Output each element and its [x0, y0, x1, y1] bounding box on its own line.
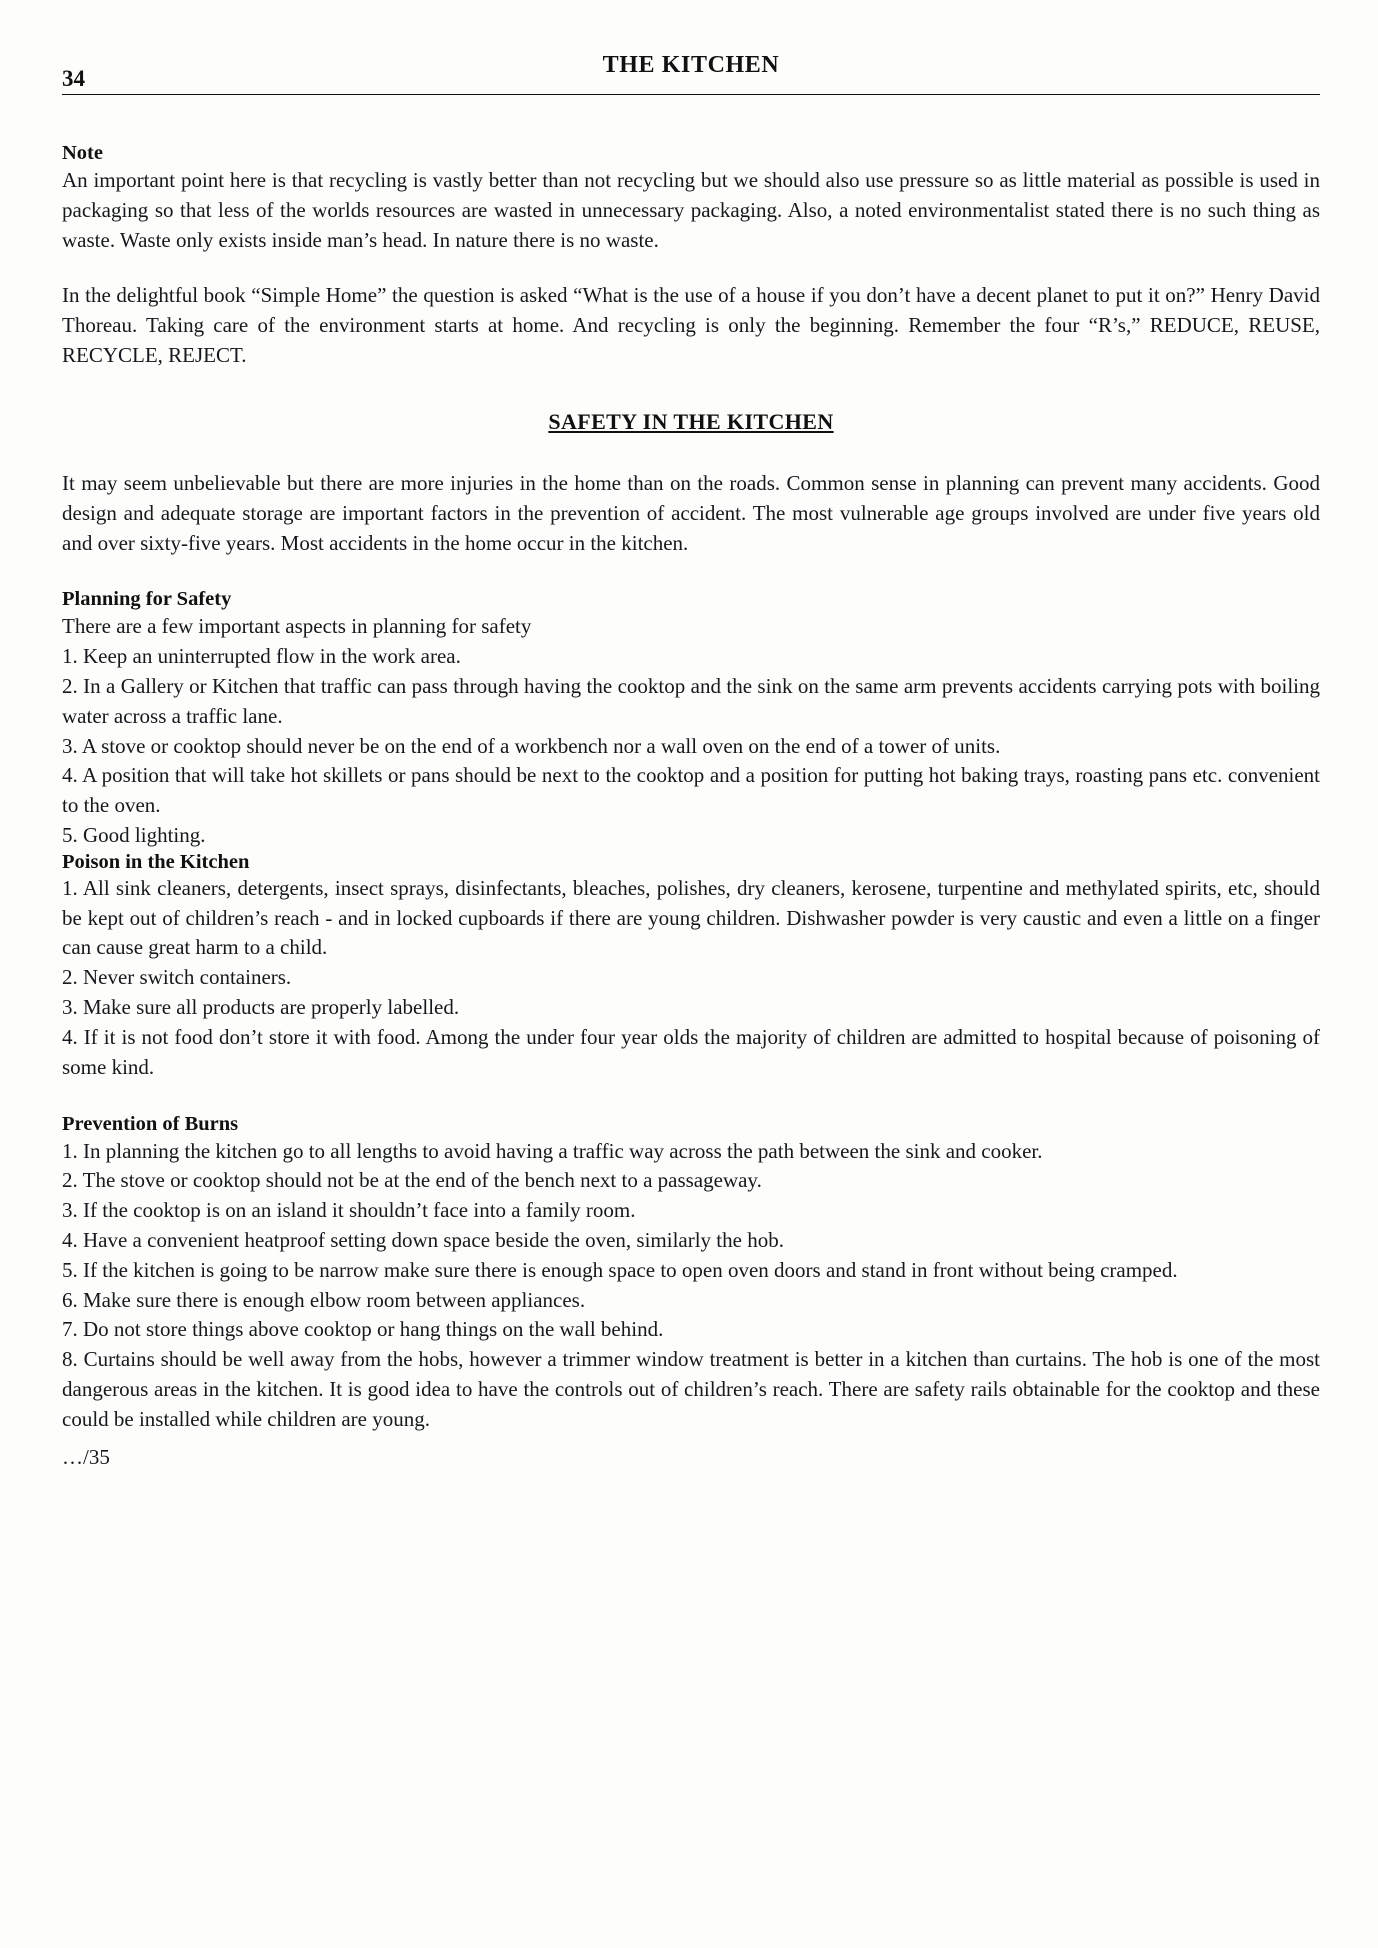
list-item: 4. Have a convenient heatproof setting down space beside the oven, similarly the hob. — [62, 1227, 784, 1252]
planning-section — [62, 588, 1320, 851]
list-item: 3. If the cooktop is on an island it shouldn’t face into a family room. — [62, 1198, 636, 1223]
list-item: 2. The stove or cooktop should not be at the end of the bench next to a passageway. — [62, 1168, 762, 1193]
list-item: 2. Never switch containers. — [62, 965, 292, 990]
page-continuation-marker: …/35 — [62, 1444, 110, 1469]
list-item: 6. Make sure there is enough elbow room between appliances. — [62, 1287, 586, 1312]
list-item: 7. Do not store things above cooktop or hang things on the wall behind. — [62, 1317, 664, 1342]
list-item: 4. A position that will take hot skillets or pans should be next to the cooktop and a position for putting hot baking trays, roasting pans etc. convenient to the oven. — [62, 763, 1320, 818]
page-number: 34 — [62, 66, 85, 91]
safety-intro-paragraph: It may seem unbelievable but there are more injuries in the home than on the roads. Common sense in planning can prevent many accidents. Good design and adequate storage are important factors in the prevention of accident. The most vulnerable age groups involved are under five years old and over sixty-five years. Most accidents in the home occur in the kitchen. — [62, 470, 1320, 555]
list-item: 1. In planning the kitchen go to all lengths to avoid having a traffic way across the path between the sink and cooker. — [62, 1138, 1043, 1163]
document-body — [62, 142, 1320, 1470]
list-item: 5. Good lighting. — [62, 823, 206, 847]
burns-heading: Prevention of Burns — [62, 1112, 239, 1135]
note-section — [62, 142, 1320, 371]
poison-section — [62, 851, 1320, 1083]
note-heading: Note — [62, 142, 103, 164]
section-title-safety: SAFETY IN THE KITCHEN — [548, 408, 834, 434]
header-divider — [62, 94, 1320, 95]
list-item: 5. If the kitchen is going to be narrow make sure there is enough space to open oven doors and stand in front without being cramped. — [62, 1257, 1178, 1282]
poison-heading: Poison in the Kitchen — [62, 850, 250, 873]
planning-list — [62, 642, 1320, 851]
note-paragraph-1: An important point here is that recycling is vastly better than not recycling but we should also use pressure so as little material as possible is used in packaging so that less of the worlds resources are wasted in unnecessary packaging. Also, a noted environmentalist stated there is no such thing as waste. Waste only exists inside man’s head. In nature there is no waste. — [62, 168, 1320, 252]
list-item: 3. A stove or cooktop should never be on the end of a workbench nor a wall oven on the end of a tower of units. — [62, 733, 1001, 758]
note-paragraph-2: In the delightful book “Simple Home” the question is asked “What is the use of a house if you don’t have a decent planet to put it on?” Henry David Thoreau. Taking care of the environment starts at home. And recycling is only the beginning. Remember the four “R’s,” REDUCE, REUSE, RECYCLE, REJECT. — [62, 283, 1320, 368]
burns-section — [62, 1113, 1320, 1435]
running-head-title: THE KITCHEN — [602, 52, 780, 78]
page-content — [62, 52, 1320, 1470]
list-item: 1. Keep an uninterrupted flow in the work area. — [62, 644, 461, 669]
poison-list — [62, 874, 1320, 1083]
list-item: 8. Curtains should be well away from the hobs, however a trimmer window treatment is better in a kitchen than curtains. The hob is one of the most dangerous areas in the kitchen. It is good idea to have the controls out of children’s reach. There are safety rails obtainable for the cooktop and these could be installed while children are young. — [62, 1347, 1320, 1431]
burns-list — [62, 1137, 1320, 1435]
page-header — [62, 52, 1320, 91]
planning-heading: Planning for Safety — [62, 588, 232, 611]
list-item: 2. In a Gallery or Kitchen that traffic can pass through having the cooktop and the sink on the same arm prevents accidents carrying pots with boiling water across a traffic lane. — [62, 673, 1320, 728]
list-item: 1. All sink cleaners, detergents, insect sprays, disinfectants, bleaches, polishes, dry cleaners, kerosene, turpentine and methylated spirits, etc, should be kept out of children’s reach - and in locked cupboards if there are young children. Dishwasher powder is very caustic and even a little on a finger can cause great harm to a child. — [62, 875, 1320, 960]
list-item: 3. Make sure all products are properly labelled. — [62, 995, 460, 1020]
list-item: 4. If it is not food don’t store it with food. Among the under four year olds the majority of children are admitted to hospital because of poisoning of some kind. — [62, 1024, 1320, 1079]
planning-lead: There are a few important aspects in planning for safety — [62, 614, 532, 639]
